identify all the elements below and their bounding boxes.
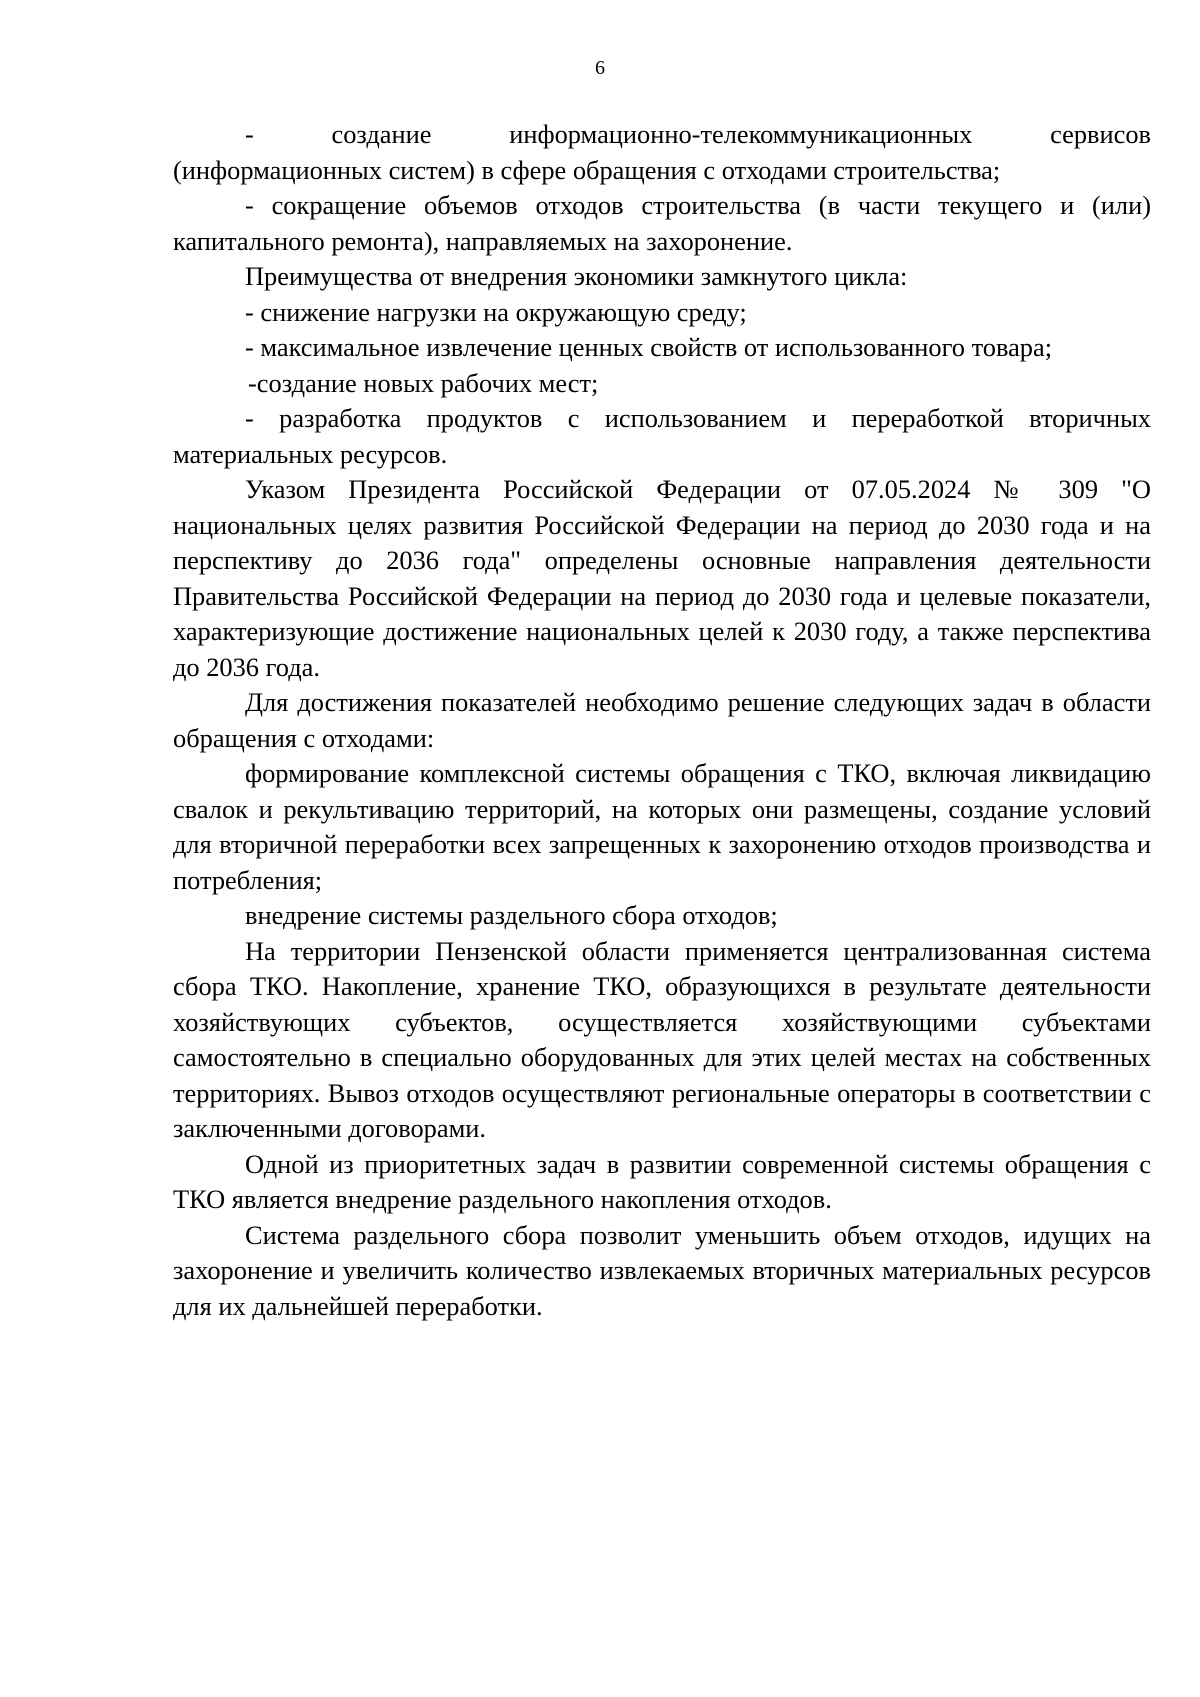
paragraph-penza-region: На территории Пензенской области применяется централизованная система сбора ТКО. Накопление, хранение ТКО, образующихся в результате деятельности хозяйствующих субъектов, осуществляется хозяйствующими субъектами самостоятельно в специально оборудованных для этих целей местах на собственных территориях. Вывоз отходов осуществляют региональные операторы в соответствии с заключенными договорами. [173, 935, 1151, 1143]
paragraph-tasks-intro: Для достижения показателей необходимо решение следующих задач в области обращения с отходами: [173, 687, 1151, 753]
paragraph-advantages-heading: Преимущества от внедрения экономики замкнутого цикла: [245, 261, 908, 291]
paragraph-complex-system: формирование комплексной системы обращения с ТКО, включая ликвидацию свалок и рекультивацию территорий, на которых они размещены, создание условий для вторичной переработки всех запрещенных к захоронению отходов производства и потребления; [173, 758, 1151, 895]
document-body [173, 117, 1151, 1324]
paragraph-presidential-decree: Указом Президента Российской Федерации от 07.05.2024 № 309 "О национальных целях развития Российской Федерации на период до 2030 года и на перспективу до 2036 года" определены основные направления деятельности Правительства Российской Федерации на период до 2030 года и целевые показатели, характеризующие достижение национальных целей к 2030 году, а также перспектива до 2036 года. [173, 474, 1151, 682]
paragraph-separate-collection: внедрение системы раздельного сбора отходов; [245, 900, 778, 930]
paragraph-info-services: - создание информационно-телекоммуникационных сервисов (информационных систем) в сфере обращения с отходами строительства; [173, 119, 1151, 185]
paragraph-priority-task: Одной из приоритетных задач в развитии современной системы обращения с ТКО является внедрение раздельного накопления отходов. [173, 1148, 1151, 1214]
paragraph-environment-load: - снижение нагрузки на окружающую среду; [245, 296, 747, 327]
paragraph-waste-reduction: - сокращение объемов отходов строительства (в части текущего и (или) капитального ремонта), направляемых на захоронение. [173, 190, 1151, 256]
paragraph-new-jobs: -создание новых рабочих мест; [248, 367, 599, 398]
paragraph-value-extraction: - максимальное извлечение ценных свойств от использованного товара; [245, 332, 1053, 362]
paragraph-collection-benefits: Система раздельного сбора позволит уменьшить объем отходов, идущих на захоронение и увеличить количество извлекаемых вторичных материальных ресурсов для их дальнейшей переработки. [173, 1219, 1151, 1321]
paragraph-product-development: - разработка продуктов с использованием и переработкой вторичных материальных ресурсов. [173, 403, 1151, 469]
page-number: 6 [595, 57, 605, 79]
